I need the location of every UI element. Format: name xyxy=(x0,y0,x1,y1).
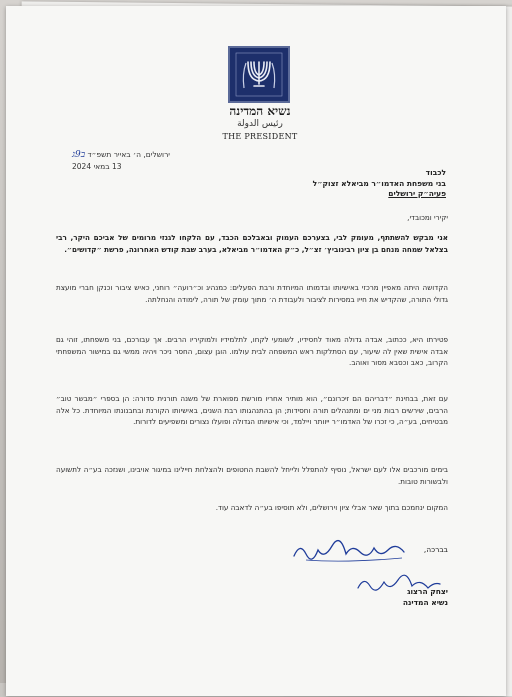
paragraph-3: פטירתו היא, ככתוב, אבדה גדולה מאוד לחסידיו, לשומעי לקחו, לתלמידיו ולמוקיריו הרבים. אך עבורכם, בני משפחתו, זוהי גם אבדה אישית שאין לה שיעור, עם הסתלקות ראש המשפחה לבית עולמו. הוגן עצום, החסר ניכר ויהיה ממשי גם במישור המשפחתי הקרוב, כאב וכסבא מסור ואוהב. xyxy=(56,335,448,367)
handwritten-blessing-signature xyxy=(286,536,446,566)
letterhead-hebrew-title: נשיא המדינה xyxy=(229,104,291,118)
addressee-line-1: לכבוד xyxy=(425,168,446,177)
addressee-block xyxy=(66,168,446,200)
paragraph-2: הקדושה היתה מאפיין מרכזי באישיותו ובדמותו המיוחדת ורבת הפעלים: כמנהיג וכ״רועה״ רוחני, כאיש ציבור וכנקן חברי מועצת גדולי התורה, שהקדיש את חייו במסירות לציבור ולעבודת ה׳ מתוך עומק של תורה, לימודה והנחלתה. xyxy=(56,283,448,304)
signer-title: נשיא המדינה xyxy=(402,598,448,607)
paragraph-1: אני מבקש להשתתף, מעומק לבי, בצערכם העמוק ובאבלכם הכבד, עם הלקחו לגנזי מרומים של אביכם היקר, רבי בצלאל שמחה מנחם בן ציון רבינוביץ׳ זצ״ל, כ״ק האדמו״ר מביאלא, בערב שבת קודש האחרונה, פרשת ״קדושים״. xyxy=(56,233,448,254)
menorah-emblem-icon xyxy=(228,46,290,103)
letterhead-english-title: THE PRESIDENT xyxy=(222,132,298,141)
addressee-line-2: בני משפחת האדמו״ר מביאלא זצוק״ל xyxy=(312,178,446,188)
letterhead-arabic-title: رئيس الدولة xyxy=(237,119,283,129)
hebrew-date-line: ירושלים, ה׳ באייר תשפ״ד ב9ג xyxy=(72,150,170,160)
addressee-line-3: פעיה״ק ירושלים xyxy=(388,189,446,198)
closing-blessing: בברכה, xyxy=(423,545,448,554)
paragraph-5: בימים מורכבים אלו לעם ישראל, נוסיף להתפלל ולייחל להשבת החטופים ולהצלחת חיילינו במיגור אויבינו, ושנזכה בע״ה לתשועה ולבשורות טובות. xyxy=(56,465,448,486)
paragraph-4: עם זאת, בבחינת ״דבריהם הם זיכרונם״, הוא מותיר אחריו מורשת מפוארת של משנה תורנית סדורה: הן בספרי ״מבשר טוב״ הרבים, שירשים רבות מני ים ומתנהלים תורה וחסידות; הן בהתנהגותו רבת השנים, באישיותו הקורנת ובחבנונתו המיוחדת. כל אלה מבטיחים, בע״ה, כי זכרו של האדמו״ר ייוותר ויילמד, וכי אישיותו הגדולה ופועלו נצורים ומשפיעים לדורות. xyxy=(56,394,448,426)
letter-page xyxy=(6,6,506,696)
paragraph-6: המקום ינחמכם בתוך שאר אבלי ציון וירושלים, ולא תוסיפו בע״ה לדאבה עוד. xyxy=(215,503,448,512)
signer-name: יצחק הרצוג xyxy=(407,587,448,596)
salutation: יקירי ומכובדי, xyxy=(407,213,448,222)
handwritten-reference: ב9ג xyxy=(72,150,86,160)
signer-block xyxy=(248,586,448,608)
gregorian-date-line: 13 במאי 2024 xyxy=(72,162,122,171)
